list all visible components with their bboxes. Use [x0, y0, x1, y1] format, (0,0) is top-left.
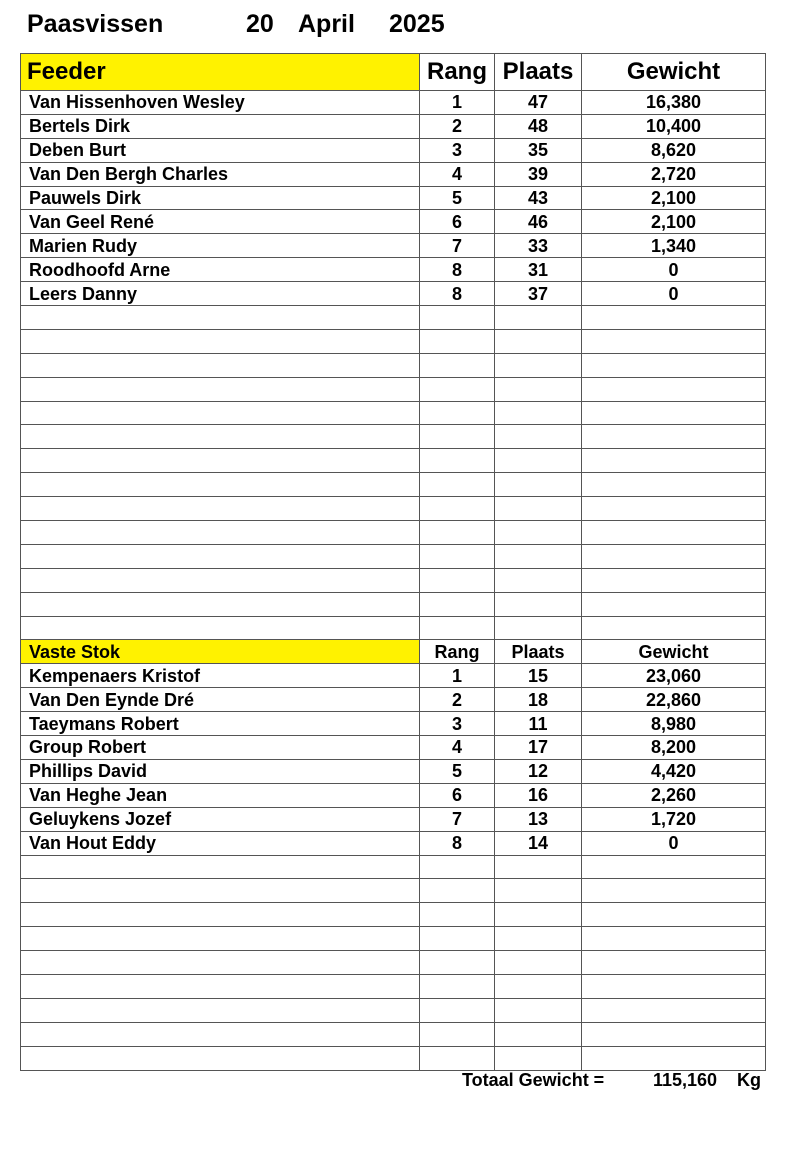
gewicht-cell: 0 — [582, 282, 766, 306]
plaats-cell — [495, 449, 582, 473]
table-row — [21, 568, 766, 592]
rang-cell — [420, 353, 495, 377]
name-cell: Kempenaers Kristof — [21, 664, 420, 688]
rang-cell: 1 — [420, 664, 495, 688]
plaats-cell — [495, 1046, 582, 1070]
plaats-cell — [495, 951, 582, 975]
plaats-cell: 11 — [495, 712, 582, 736]
name-cell: Van Den Bergh Charles — [21, 162, 420, 186]
plaats-cell: 47 — [495, 91, 582, 115]
gewicht-cell — [582, 568, 766, 592]
total-weight — [462, 1070, 761, 1154]
gewicht-cell: 0 — [582, 258, 766, 282]
rang-cell — [420, 903, 495, 927]
gewicht-cell: 2,100 — [582, 210, 766, 234]
plaats-cell — [495, 903, 582, 927]
plaats-cell — [495, 306, 582, 330]
gewicht-cell — [582, 401, 766, 425]
table-row — [21, 306, 766, 330]
rang-cell: 3 — [420, 138, 495, 162]
plaats-cell — [495, 401, 582, 425]
gewicht-cell — [582, 449, 766, 473]
table-row — [21, 234, 766, 258]
total-value: 115,160 — [653, 1070, 718, 1090]
table-row — [21, 282, 766, 306]
gewicht-header: Gewicht — [582, 640, 766, 664]
rang-cell — [420, 329, 495, 353]
rang-cell: 3 — [420, 712, 495, 736]
gewicht-cell: 1,340 — [582, 234, 766, 258]
rang-cell — [420, 616, 495, 640]
rang-cell: 4 — [420, 736, 495, 760]
table-row — [21, 974, 766, 998]
table-row — [21, 377, 766, 401]
rang-cell — [420, 497, 495, 521]
gewicht-cell — [582, 353, 766, 377]
plaats-cell — [495, 927, 582, 951]
rang-cell — [420, 998, 495, 1022]
plaats-cell — [495, 1022, 582, 1046]
gewicht-cell — [582, 544, 766, 568]
gewicht-cell — [582, 425, 766, 449]
rang-cell — [420, 544, 495, 568]
table-row — [21, 998, 766, 1022]
rang-cell — [420, 568, 495, 592]
table-row — [21, 783, 766, 807]
table-row — [21, 186, 766, 210]
plaats-cell — [495, 879, 582, 903]
plaats-cell — [495, 974, 582, 998]
rang-cell: 8 — [420, 258, 495, 282]
feeder-header-row — [21, 54, 766, 91]
table-row — [21, 425, 766, 449]
rang-cell — [420, 974, 495, 998]
table-row — [21, 712, 766, 736]
name-cell — [21, 544, 420, 568]
total-unit: Kg — [737, 1070, 761, 1090]
gewicht-cell — [582, 998, 766, 1022]
rang-cell — [420, 377, 495, 401]
name-cell — [21, 927, 420, 951]
name-cell: Van Hissenhoven Wesley — [21, 91, 420, 115]
rang-header: Rang — [420, 54, 495, 91]
gewicht-cell — [582, 306, 766, 330]
gewicht-cell — [582, 879, 766, 903]
name-cell — [21, 974, 420, 998]
rang-cell — [420, 425, 495, 449]
title-day: 20 — [246, 10, 274, 38]
table-row — [21, 497, 766, 521]
table-row — [21, 114, 766, 138]
name-cell — [21, 449, 420, 473]
rang-cell: 4 — [420, 162, 495, 186]
rang-cell — [420, 1046, 495, 1070]
plaats-cell — [495, 592, 582, 616]
gewicht-cell: 8,620 — [582, 138, 766, 162]
gewicht-cell — [582, 974, 766, 998]
gewicht-cell — [582, 951, 766, 975]
table-row — [21, 1022, 766, 1046]
name-cell — [21, 425, 420, 449]
table-row — [21, 1046, 766, 1070]
name-cell: Van Geel René — [21, 210, 420, 234]
gewicht-cell — [582, 329, 766, 353]
gewicht-cell — [582, 1022, 766, 1046]
rang-cell: 1 — [420, 91, 495, 115]
plaats-cell: 14 — [495, 831, 582, 855]
name-cell — [21, 329, 420, 353]
table-row — [21, 521, 766, 545]
table-row — [21, 759, 766, 783]
plaats-cell: 15 — [495, 664, 582, 688]
plaats-header: Plaats — [495, 54, 582, 91]
vaste-stok-section-label: Vaste Stok — [21, 640, 420, 664]
gewicht-cell: 8,980 — [582, 712, 766, 736]
rang-cell — [420, 1022, 495, 1046]
table-row — [21, 473, 766, 497]
rang-cell: 7 — [420, 807, 495, 831]
plaats-cell: 46 — [495, 210, 582, 234]
name-cell — [21, 592, 420, 616]
table-row — [21, 91, 766, 115]
table-row — [21, 879, 766, 903]
title-month: April — [298, 10, 355, 38]
rang-cell — [420, 306, 495, 330]
rang-cell: 5 — [420, 186, 495, 210]
gewicht-cell: 1,720 — [582, 807, 766, 831]
title-year: 2025 — [389, 10, 445, 38]
table-row — [21, 807, 766, 831]
gewicht-cell — [582, 927, 766, 951]
table-row — [21, 831, 766, 855]
gewicht-cell — [582, 855, 766, 879]
plaats-cell: 12 — [495, 759, 582, 783]
name-cell: Van Den Eynde Dré — [21, 688, 420, 712]
gewicht-header: Gewicht — [582, 54, 766, 91]
name-cell — [21, 1022, 420, 1046]
table-row — [21, 903, 766, 927]
name-cell — [21, 879, 420, 903]
plaats-cell: 33 — [495, 234, 582, 258]
plaats-cell: 43 — [495, 186, 582, 210]
plaats-cell: 48 — [495, 114, 582, 138]
name-cell: Roodhoofd Arne — [21, 258, 420, 282]
gewicht-cell: 23,060 — [582, 664, 766, 688]
rang-cell — [420, 449, 495, 473]
name-cell — [21, 951, 420, 975]
gewicht-cell: 2,260 — [582, 783, 766, 807]
page-title — [27, 10, 445, 40]
name-cell — [21, 473, 420, 497]
table-row — [21, 616, 766, 640]
rang-cell — [420, 592, 495, 616]
feeder-section-label: Feeder — [21, 54, 420, 91]
gewicht-cell — [582, 592, 766, 616]
plaats-cell: 18 — [495, 688, 582, 712]
name-cell: Van Heghe Jean — [21, 783, 420, 807]
gewicht-cell — [582, 521, 766, 545]
title-event: Paasvissen — [27, 10, 164, 38]
rang-cell — [420, 855, 495, 879]
name-cell: Deben Burt — [21, 138, 420, 162]
rang-cell: 8 — [420, 282, 495, 306]
table-row — [21, 138, 766, 162]
plaats-cell — [495, 377, 582, 401]
rang-cell: 6 — [420, 210, 495, 234]
gewicht-cell — [582, 903, 766, 927]
gewicht-cell — [582, 473, 766, 497]
rang-cell — [420, 951, 495, 975]
name-cell: Phillips David — [21, 759, 420, 783]
name-cell: Marien Rudy — [21, 234, 420, 258]
plaats-cell: 17 — [495, 736, 582, 760]
plaats-cell — [495, 473, 582, 497]
gewicht-cell: 0 — [582, 831, 766, 855]
gewicht-cell: 10,400 — [582, 114, 766, 138]
plaats-cell: 16 — [495, 783, 582, 807]
rang-cell: 8 — [420, 831, 495, 855]
plaats-cell — [495, 616, 582, 640]
plaats-cell — [495, 425, 582, 449]
plaats-cell — [495, 497, 582, 521]
table-row — [21, 329, 766, 353]
table-row — [21, 258, 766, 282]
gewicht-cell: 8,200 — [582, 736, 766, 760]
table-row — [21, 736, 766, 760]
plaats-cell: 39 — [495, 162, 582, 186]
name-cell: Leers Danny — [21, 282, 420, 306]
name-cell: Van Hout Eddy — [21, 831, 420, 855]
name-cell — [21, 401, 420, 425]
name-cell — [21, 568, 420, 592]
total-label: Totaal Gewicht = — [462, 1070, 605, 1090]
plaats-cell — [495, 568, 582, 592]
gewicht-cell: 4,420 — [582, 759, 766, 783]
name-cell — [21, 521, 420, 545]
gewicht-cell: 22,860 — [582, 688, 766, 712]
results-table — [20, 53, 766, 1071]
table-row — [21, 401, 766, 425]
rang-cell — [420, 927, 495, 951]
gewicht-cell: 16,380 — [582, 91, 766, 115]
plaats-cell — [495, 329, 582, 353]
rang-cell — [420, 401, 495, 425]
plaats-cell: 35 — [495, 138, 582, 162]
name-cell — [21, 1046, 420, 1070]
table-row — [21, 592, 766, 616]
gewicht-cell — [582, 497, 766, 521]
plaats-cell: 37 — [495, 282, 582, 306]
name-cell — [21, 855, 420, 879]
plaats-cell: 31 — [495, 258, 582, 282]
name-cell: Taeymans Robert — [21, 712, 420, 736]
rang-cell: 5 — [420, 759, 495, 783]
plaats-cell — [495, 998, 582, 1022]
gewicht-cell: 2,720 — [582, 162, 766, 186]
rang-cell: 2 — [420, 114, 495, 138]
table-row — [21, 688, 766, 712]
name-cell — [21, 998, 420, 1022]
plaats-cell — [495, 544, 582, 568]
table-row — [21, 449, 766, 473]
rang-cell: 7 — [420, 234, 495, 258]
table-row — [21, 162, 766, 186]
name-cell: Geluykens Jozef — [21, 807, 420, 831]
gewicht-cell: 2,100 — [582, 186, 766, 210]
plaats-cell: 13 — [495, 807, 582, 831]
gewicht-cell — [582, 1046, 766, 1070]
vaste-stok-header-row — [21, 640, 766, 664]
table-row — [21, 927, 766, 951]
rang-cell — [420, 521, 495, 545]
table-row — [21, 664, 766, 688]
rang-cell — [420, 879, 495, 903]
name-cell — [21, 616, 420, 640]
gewicht-cell — [582, 616, 766, 640]
table-row — [21, 210, 766, 234]
rang-cell: 2 — [420, 688, 495, 712]
plaats-cell — [495, 855, 582, 879]
rang-cell: 6 — [420, 783, 495, 807]
gewicht-cell — [582, 377, 766, 401]
table-row — [21, 353, 766, 377]
name-cell — [21, 377, 420, 401]
name-cell — [21, 903, 420, 927]
table-row — [21, 544, 766, 568]
plaats-cell — [495, 521, 582, 545]
table-row — [21, 951, 766, 975]
name-cell: Bertels Dirk — [21, 114, 420, 138]
plaats-cell — [495, 353, 582, 377]
name-cell — [21, 497, 420, 521]
table-row — [21, 855, 766, 879]
plaats-header: Plaats — [495, 640, 582, 664]
rang-header: Rang — [420, 640, 495, 664]
name-cell: Group Robert — [21, 736, 420, 760]
name-cell — [21, 306, 420, 330]
name-cell: Pauwels Dirk — [21, 186, 420, 210]
rang-cell — [420, 473, 495, 497]
name-cell — [21, 353, 420, 377]
